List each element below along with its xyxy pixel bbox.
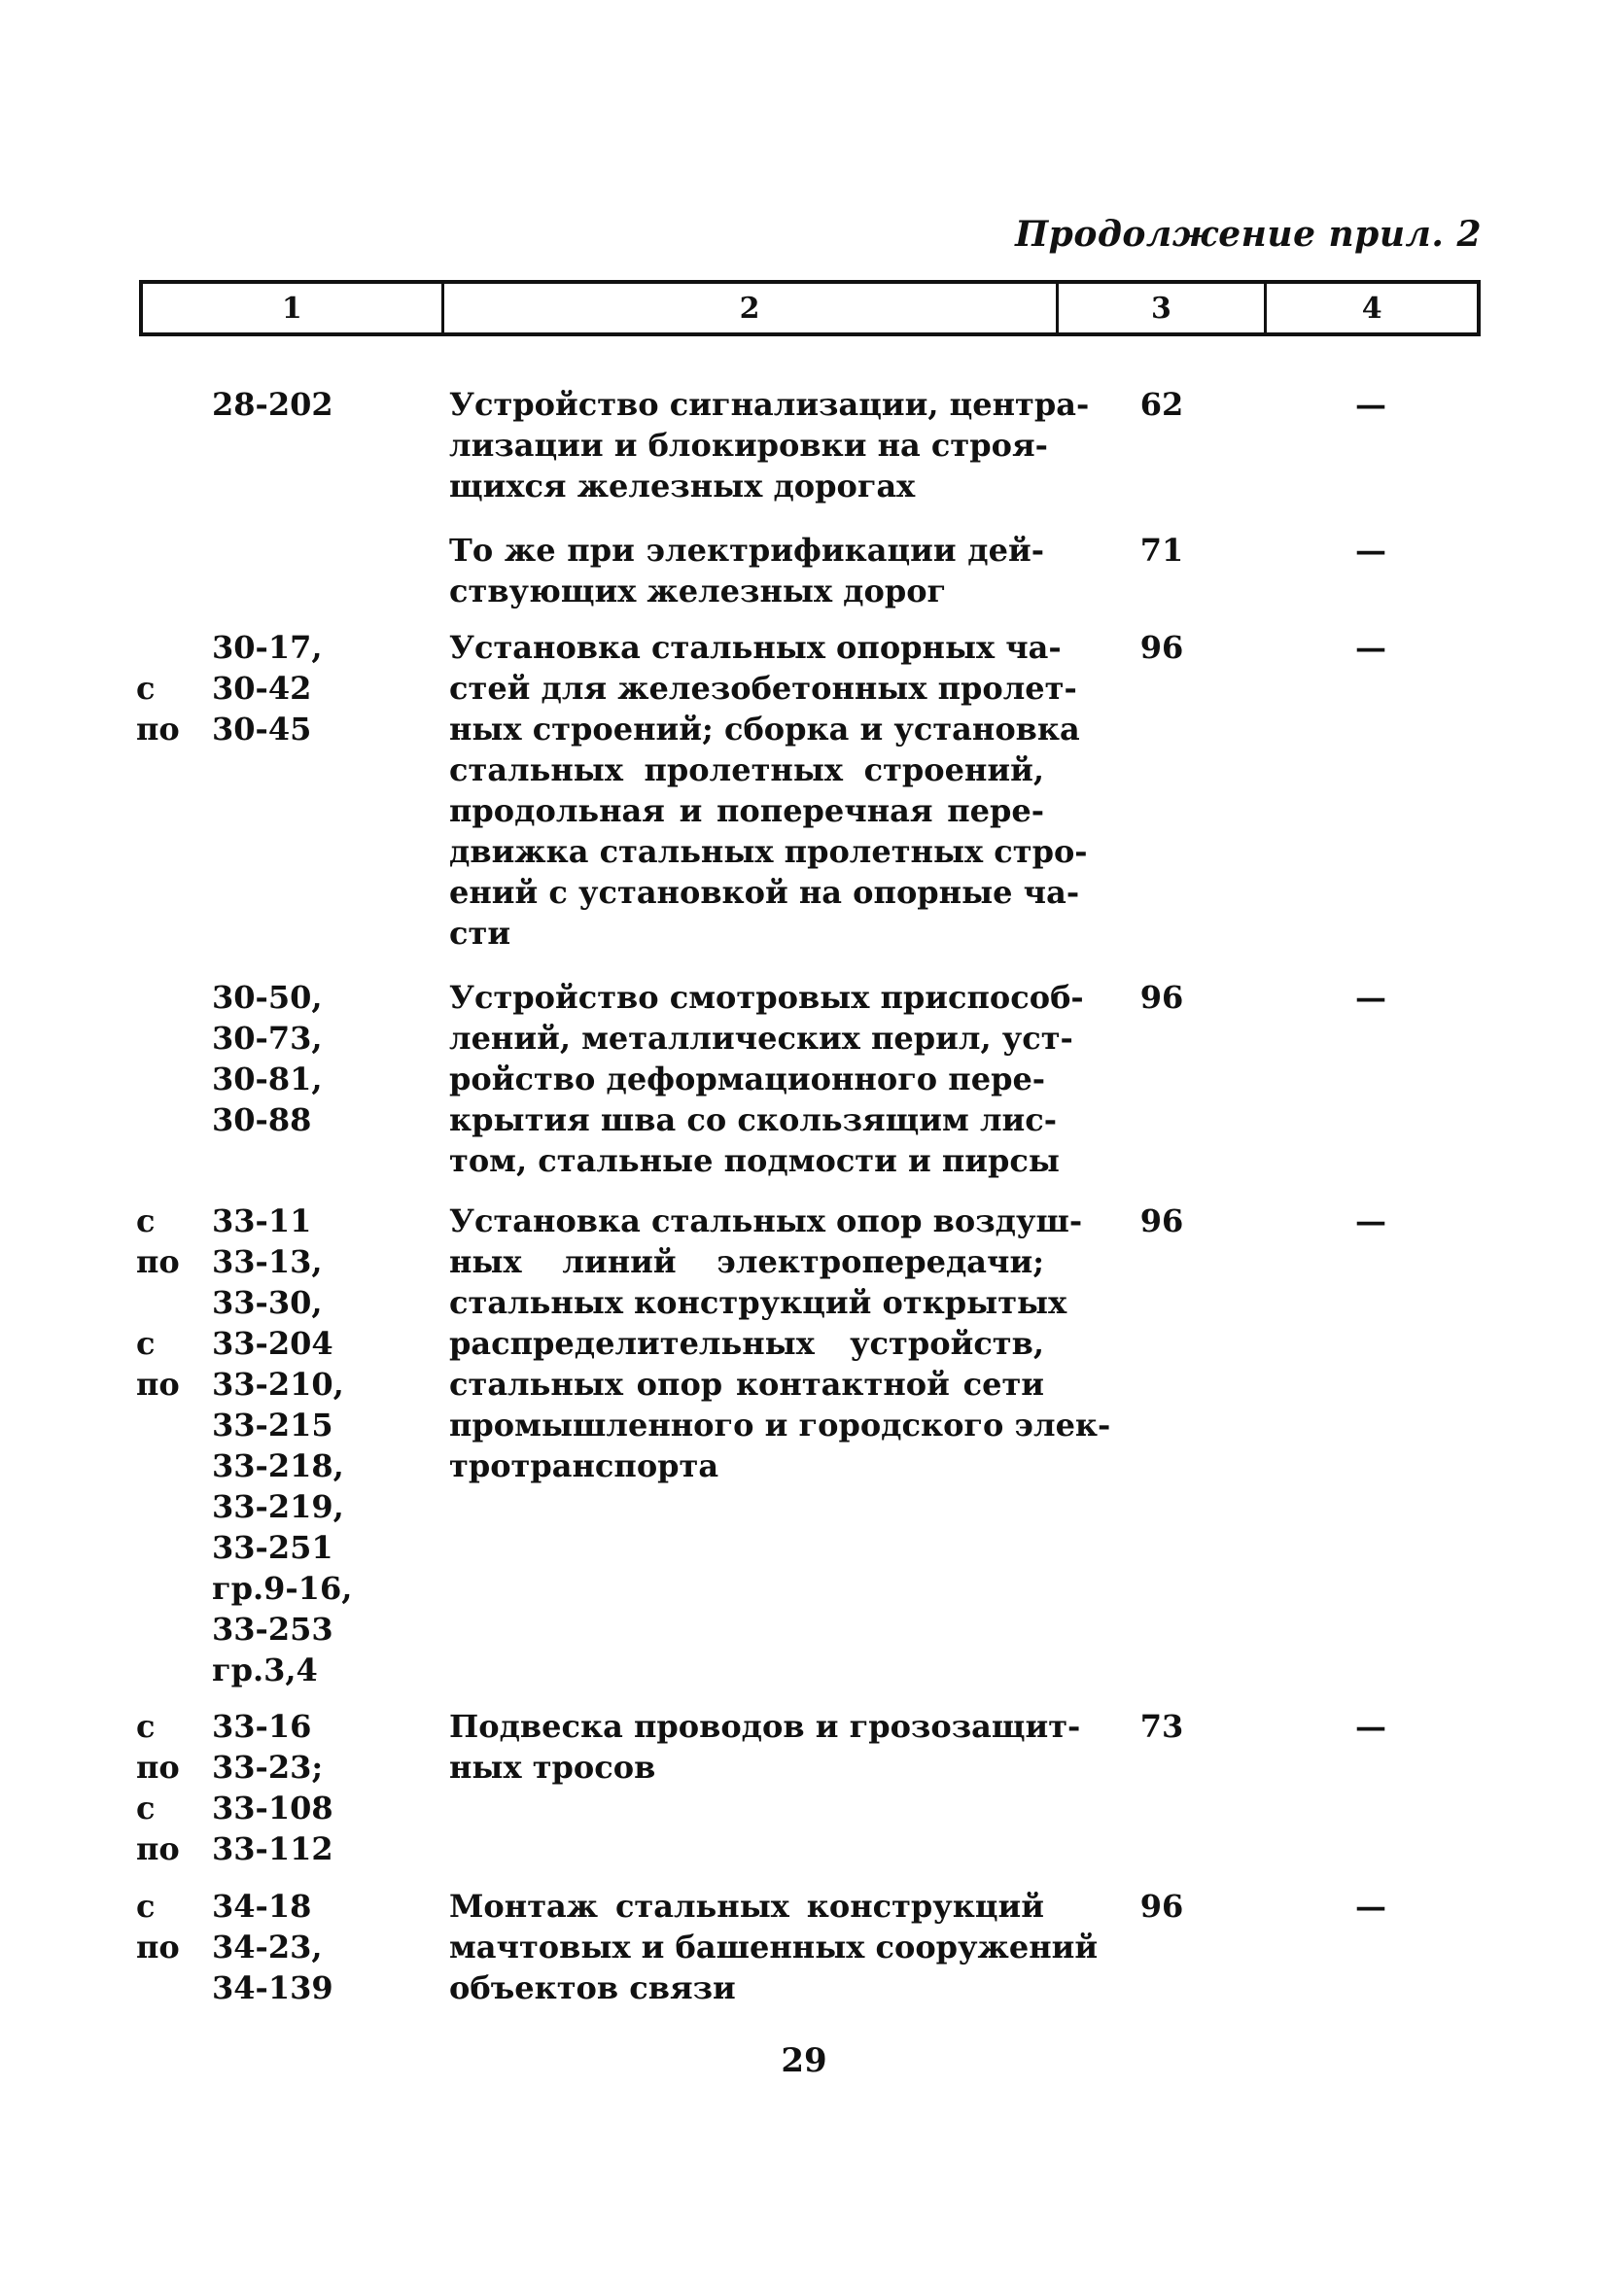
- continuation-note: Продолжение прил. 2: [1015, 214, 1482, 255]
- row-col4-dash: —: [1355, 386, 1386, 423]
- description-line: ных строений; сборка и установка: [449, 711, 1080, 748]
- row-description: [449, 1200, 1111, 1486]
- description-line: Подвеска проводов и грозозащит-: [449, 1708, 1081, 1745]
- description-line: том, стальные подмости и пирсы: [449, 1142, 1060, 1179]
- row-description: [449, 627, 1088, 954]
- description-line: распределительных устройств,: [449, 1325, 1044, 1362]
- description-line: тротранспорта: [449, 1447, 719, 1484]
- row-col4-dash: —: [1355, 1202, 1386, 1239]
- description-line: Устройство сигнализации, центра-: [449, 386, 1090, 423]
- row-codes: 34-18 34-23, 34-139: [212, 1888, 333, 2006]
- description-line: ных тросов: [449, 1749, 656, 1786]
- description-line: сти: [449, 915, 511, 952]
- column-header-1: 1: [143, 284, 444, 332]
- description-line: ройство деформационного пере-: [449, 1061, 1046, 1097]
- row-codes: 33-11 33-13, 33-30, 33-204 33-210, 33-215 33-218, 33-219, 33-251 гр.9-16, 33-253 гр.3,4: [212, 1202, 353, 1688]
- row-range-prefixes: с по: [136, 1888, 180, 1966]
- row-codes: 30-50, 30-73, 30-81, 30-88: [212, 979, 323, 1138]
- description-line: мачтовых и башенных сооружений: [449, 1929, 1099, 1966]
- row-description: [449, 530, 1044, 611]
- description-line: стей для железобетонных пролет-: [449, 670, 1077, 707]
- table-column-header: [139, 280, 1481, 336]
- description-line: ений с установкой на опорные ча-: [449, 874, 1080, 911]
- row-value: 96: [1139, 1202, 1184, 1239]
- row-value: 96: [1139, 629, 1184, 666]
- description-line: лизации и блокировки на строя-: [449, 427, 1048, 464]
- description-line: продольная и поперечная пере-: [449, 792, 1044, 829]
- row-description: [449, 977, 1084, 1181]
- row-col4-dash: —: [1355, 979, 1386, 1016]
- row-value: 73: [1139, 1708, 1184, 1745]
- column-header-4: 4: [1361, 291, 1382, 326]
- description-line: ных линий электропередачи;: [449, 1243, 1044, 1280]
- description-line: Установка стальных опор воздуш-: [449, 1202, 1083, 1239]
- row-codes: 33-16 33-23; 33-108 33-112: [212, 1708, 333, 1867]
- row-value: 96: [1139, 1888, 1184, 1925]
- description-line: Установка стальных опорных ча-: [449, 629, 1062, 666]
- description-line: стальных конструкций открытых: [449, 1284, 1067, 1321]
- row-value: 62: [1139, 386, 1184, 423]
- description-line: ствующих железных дорог: [449, 573, 947, 609]
- row-col4-dash: —: [1355, 629, 1386, 666]
- row-range-prefixes: с по с по: [136, 1708, 180, 1867]
- description-line: лений, металлических перил, уст-: [449, 1020, 1073, 1057]
- description-line: промышленного и городского элек-: [449, 1407, 1111, 1444]
- description-line: Устройство смотровых приспособ-: [449, 979, 1084, 1016]
- description-line: Монтаж стальных конструкций: [449, 1888, 1044, 1925]
- description-line: стальных опор контактной сети: [449, 1366, 1044, 1403]
- row-value: 96: [1139, 979, 1184, 1016]
- description-line: щихся железных дорогах: [449, 468, 916, 504]
- row-description: [449, 1706, 1081, 1788]
- column-header-3: 3: [1059, 284, 1268, 332]
- description-line: крытия шва со скользящим лис-: [449, 1101, 1058, 1138]
- description-line: движка стальных пролетных стро-: [449, 833, 1088, 870]
- page-number: 29: [781, 2041, 827, 2080]
- row-range-prefixes: с по с по: [136, 1202, 180, 1403]
- description-line: объектов связи: [449, 1969, 736, 2006]
- row-col4-dash: —: [1355, 1708, 1386, 1745]
- row-range-prefixes: с по: [136, 670, 180, 748]
- row-codes: 28-202: [212, 386, 333, 423]
- column-header-2: 2: [444, 284, 1059, 332]
- row-codes: 30-17, 30-42 30-45: [212, 629, 323, 748]
- row-col4-dash: —: [1355, 1888, 1386, 1925]
- row-col4-dash: —: [1355, 532, 1386, 569]
- row-value: 71: [1139, 532, 1184, 569]
- description-line: стальных пролетных строений,: [449, 751, 1044, 788]
- row-description: [449, 1886, 1099, 2008]
- description-line: То же при электрификации дей-: [449, 532, 1044, 569]
- row-description: [449, 384, 1090, 506]
